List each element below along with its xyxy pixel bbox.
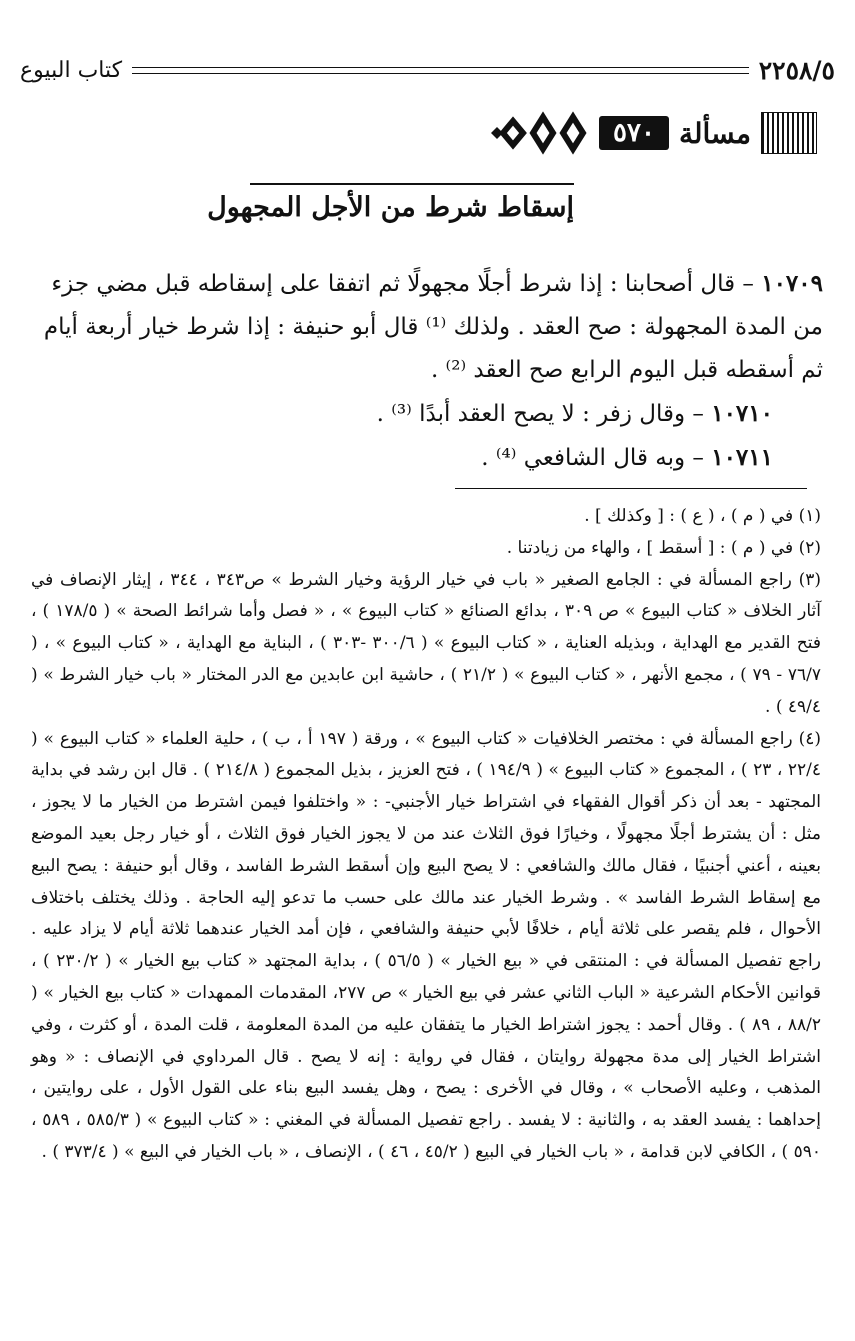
paragraph-number: ١٠٧٠٩ — [761, 270, 823, 297]
paragraph-text: – وقال زفر : لا يصح العقد أبدًا ⁽³⁾ . — [376, 401, 712, 427]
paragraph-text: – وبه قال الشافعي ⁽⁴⁾ . — [481, 445, 712, 471]
masala-heading — [489, 109, 817, 157]
barcode-ornament — [761, 112, 817, 154]
footnotes — [31, 501, 821, 1169]
masala-number: ٥٧٠ — [599, 116, 669, 150]
paragraph — [33, 436, 823, 480]
ornament-icon — [489, 109, 589, 157]
footnote: (١) في ( م ) ، ( ع ) : [ وكذلك ] . — [584, 506, 821, 526]
page-number: ٢٢٥٨/٥ — [758, 55, 835, 85]
footnote: (٣) راجع المسألة في : الجامع الصغير « باب في خيار الرؤية وخيار الشرط » ص٣٤٣ ، ٣٤٤ ، إيثار الإنصاف في آثار الخلاف « كتاب البيوع » ص ٣٠٩ ، بدائع الصنائع « كتاب البيوع » ، « فصل وأما شرائط الصحة » ( ١٧٨/٥ ) ، فتح القدير مع الهداية ، وبذيله العناية ، « كتاب البيوع » ( ٣٠٠/٦ -٣٠٣ ) ، البناية مع الهداية ، « كتاب البيوع » ، ( ٧٦/٧ - ٧٩ ) ، مجمع الأنهر ، « كتاب البيوع » ( ٢١/٢ ) ، حاشية ابن عابدين مع الدر المختار « باب خيار الشرط » ( ٤٩/٤ ) . — [31, 569, 821, 717]
footnote: (٤) راجع المسألة في : مختصر الخلافيات « كتاب البيوع » ، ورقة ( ١٩٧ أ ، ب ) ، حلية العلماء « كتاب البيوع » ( ٢٢/٤ ، ٢٣ ) ، المجموع « كتاب البيوع » ( ١٩٤/٩ ) ، فتح العزيز ، بذيل المجموع ( ٢١٤/٨ ) . قال ابن رشد في بداية المجتهد - بعد أن ذكر أقوال الفقهاء في اشتراط خيار الأجنبي- : « واختلفوا فيمن اشترط من الخيار ما لا يجوز ، مثل : أن يشترط أجلًا مجهولًا ، وخيارًا فوق الثلاث عند من لا يجوز الخيار فوق الثلاث ، أو خيار رجل بعيد الموضع بعينه ، أعني أجنبيًا ، فقال مالك والشافعي : لا يصح البيع وإن أسقط الشرط الفاسد ، وقال أبو حنيفة : يصح البيع مع إسقاط الشرط الفاسد » . وشرط الخيار عند مالك على حسب ما تدعو إليه الحاجة . وذلك يختلف باختلاف الأحوال ، فلم يقصر على ثلاثة أيام ، خلافًا لأبي حنيفة والشافعي ، فإن أمد الخيار عندهما ثلاثة أيام لا يزاد عليه . راجع تفصيل المسألة في : المنتقى في « بيع الخيار » ( ٥٦/٥ ) ، بداية المجتهد « كتاب بيع الخيار » ( ٢٣٠/٢ ) ، قوانين الأحكام الشرعية « الباب الثاني عشر في بيع الخيار » ص ٢٧٧، المقدمات الممهدات « كتاب بيع الخيار » ( ٨٨/٢ ، ٨٩ ) . وقال أحمد : يجوز اشتراط الخيار ما يتفقان عليه من المدة المعلومة ، قلت المدة ، أو كثرت ، وفي اشتراط الخيار إلى مدة مجهولة روايتان ، فقال في رواية : إنه لا يصح . قال المرداوي في الإنصاف : « وهو المذهب ، وعليه الأصحاب » ، وقال في الأخرى : يصح ، وهل يفسد البيع بناء على القول الأول ، على روايتين ، إحداهما : يفسد العقد به ، والثانية : لا يفسد . راجع تفصيل المسألة في المغني : « كتاب البيوع » ( ٥٨٥/٣ ، ٥٨٩ ، ٥٩٠ ) ، الكافي لابن قدامة ، « باب الخيار في البيع ( ٤٥/٢ ، ٤٦ ) ، الإنصاف ، « باب الخيار في البيع » ( ٣٧٣/٤ ) . — [31, 728, 822, 1162]
footnote-separator — [455, 488, 807, 489]
section-title: إسقاط شرط من الأجل المجهول — [207, 192, 574, 223]
paragraph — [33, 262, 823, 392]
title-rule — [250, 183, 574, 185]
header-rule — [132, 67, 749, 74]
page-header — [20, 50, 835, 90]
paragraph-number: ١٠٧١١ — [711, 444, 773, 471]
main-text — [33, 262, 823, 480]
footnote: (٢) في ( م ) : [ أسقط ] ، والهاء من زيادتنا . — [506, 537, 821, 558]
paragraph — [33, 392, 823, 436]
paragraph-text: – قال أصحابنا : إذا شرط أجلًا مجهولًا ثم اتفقا على إسقاطه قبل مضي جزء من المدة المجهولة : صح العقد . ولذلك ⁽¹⁾ قال أبو حنيفة : إذا شرط خيار أربعة أيام ثم أسقطه قبل اليوم الرابع صح العقد ⁽²⁾ . — [43, 271, 823, 383]
book-title: كتاب البيوع — [20, 57, 123, 83]
paragraph-number: ١٠٧١٠ — [711, 400, 773, 427]
masala-label: مسألة — [678, 116, 751, 150]
